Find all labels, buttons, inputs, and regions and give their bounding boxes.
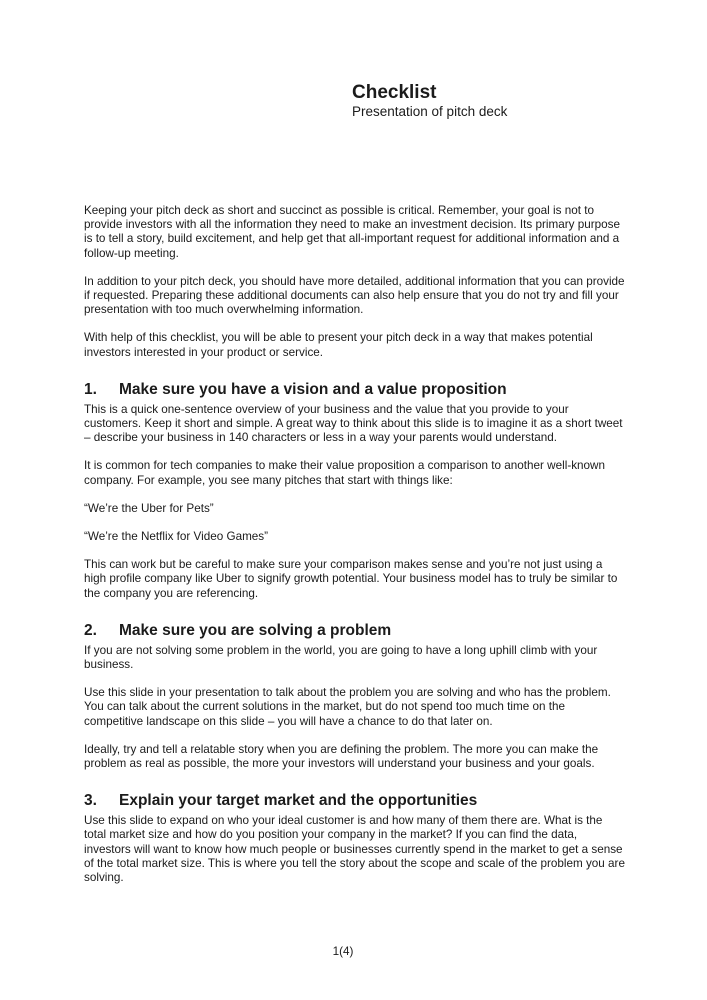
section-heading — [84, 792, 627, 810]
section-vision-value-proposition — [84, 381, 627, 601]
intro-paragraph: With help of this checklist, you will be able to present your pitch deck in a way that makes potential investors interested in your product or service. — [84, 331, 593, 359]
document-subtitle: Presentation of pitch deck — [352, 104, 508, 119]
section-paragraph: This can work but be careful to make sure your comparison makes sense and you’re not just using a high profile company like Uber to signify growth potential. Your business model has to truly be similar to the company you are referencing. — [84, 558, 618, 600]
section-number: 2. — [84, 621, 97, 639]
document-body — [84, 204, 627, 899]
section-solving-a-problem — [84, 622, 627, 771]
section-heading-text: Make sure you have a vision and a value proposition — [119, 380, 507, 398]
quote-line: “We’re the Uber for Pets” — [84, 501, 214, 515]
section-heading — [84, 622, 627, 640]
section-number: 3. — [84, 792, 97, 810]
section-paragraph: This is a quick one-sentence overview of your business and the value that you provide to your customers. Keep it short and simple. A great way to think about this slide is to imagine it as a short tweet – describe your business in 140 characters or less in a way your parents would understand. — [84, 402, 623, 445]
intro-paragraph: In addition to your pitch deck, you should have more detailed, additional information that you can provide if requested. Preparing these additional documents can also help ensure that you do not try and fill your presentation with too much overwhelming information. — [84, 274, 625, 317]
section-heading — [84, 381, 627, 399]
intro-paragraph: Keeping your pitch deck as short and succinct as possible is critical. Remember, your goal is not to provide investors with all the information they need to make an investment decision. Its primary purpose is to tell a story, build excitement, and help get that all-important request for additional information and a follow-up meeting. — [84, 204, 620, 260]
section-target-market — [84, 792, 627, 885]
section-paragraph: Use this slide in your presentation to talk about the problem you are solving and who has the problem. You can talk about the current solutions in the market, but do not spend too much time on the competitive landscape on this slide – you will have a chance to do that later on. — [84, 686, 611, 728]
page-number: 1(4) — [332, 945, 354, 958]
quote-line: “We’re the Netflix for Video Games” — [84, 530, 269, 544]
section-paragraph: If you are not solving some problem in the world, you are going to have a long uphill climb with your business. — [84, 643, 598, 672]
section-paragraph: It is common for tech companies to make their value proposition a comparison to another well-known company. For example, you see many pitches that start with things like: — [84, 459, 605, 487]
section-heading-text: Explain your target market and the opportunities — [119, 792, 478, 810]
section-heading-text: Make sure you are solving a problem — [119, 621, 392, 639]
section-paragraph: Use this slide to expand on who your ideal customer is and how many of them there are. What is the total market size and how do you position your company in the market? If you can find the data, investors will want to know how much people or businesses currently spend in the market to get a sense of the total market size. This is where you tell the story about the scope and scale of the problem you are solving. — [84, 814, 625, 885]
document-header — [352, 83, 507, 120]
section-number: 1. — [84, 380, 97, 398]
section-paragraph: Ideally, try and tell a relatable story when you are defining the problem. The more you can make the problem as real as possible, the more your investors will understand your business and your goals. — [84, 742, 599, 771]
document-title: Checklist — [352, 82, 437, 103]
